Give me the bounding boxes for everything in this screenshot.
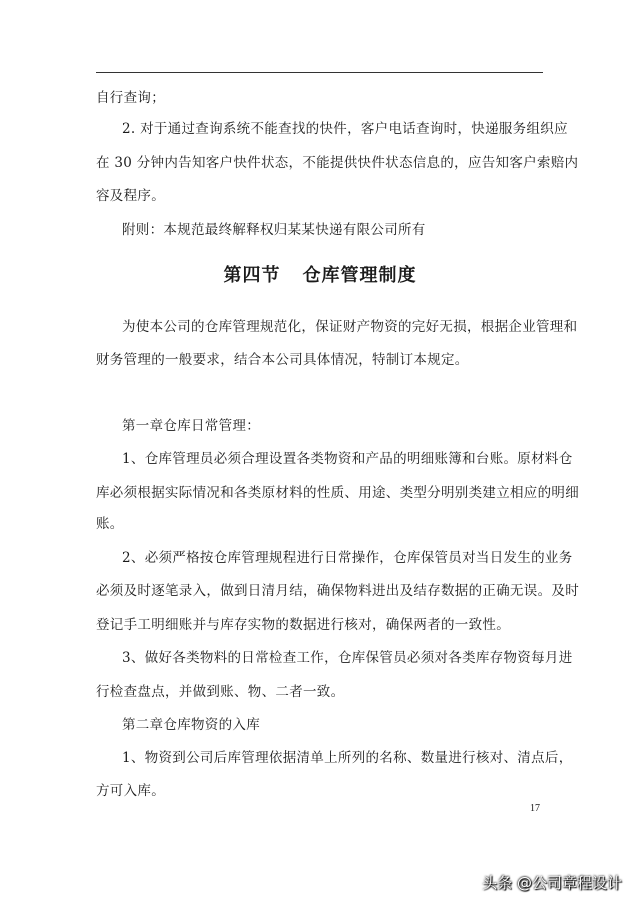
text-line: 在 30 分钟内告知客户快件状态，不能提供快件状态信息的，应告知客户索赔内: [96, 155, 579, 171]
text-line: 2. 对于通过查询系统不能查找的快件，客户电话查询时，快递服务组织应: [122, 121, 568, 137]
chapter-heading: 第二章仓库物资的入库: [122, 717, 260, 733]
section-title: [0, 264, 640, 288]
paragraph-line: 库必须根据实际情况和各类原材料的性质、用途、类型分明别类建立相应的明细: [96, 485, 579, 501]
text-line: 容及程序。: [96, 188, 165, 204]
paragraph-line: 2、必须严格按仓库管理规程进行日常操作，仓库保管员对当日发生的业务: [122, 550, 573, 566]
section-name: 仓库管理制度: [302, 265, 417, 286]
paragraph-line: 行检查盘点，并做到账、物、二者一致。: [96, 684, 345, 700]
paragraph-line: 必须及时逐笔录入，做到日清月结，确保物料进出及结存数据的正确无误。及时: [96, 583, 579, 599]
text-line: 自行查询；: [96, 90, 165, 106]
section-number: 第四节: [223, 265, 281, 286]
paragraph-line: 1、仓库管理员必须合理设置各类物资和产品的明细账簿和台账。原材料仓: [122, 451, 573, 467]
chapter-heading: 第一章仓库日常管理：: [122, 418, 260, 434]
header-rule: [96, 72, 543, 73]
intro-line: 财务管理的一般要求，结合本公司具体情况，特制订本规定。: [96, 352, 469, 368]
watermark: 头条 @公司章程设计: [482, 874, 622, 892]
paragraph-line: 账。: [96, 516, 124, 532]
intro-line: 为使本公司的仓库管理规范化，保证财产物资的完好无损，根据企业管理和: [122, 319, 578, 335]
page-number: 17: [530, 803, 540, 814]
paragraph-line: 1、物资到公司后库管理依据清单上所列的名称、数量进行核对、清点后，: [122, 750, 573, 766]
paragraph-line: 方可入库。: [96, 783, 165, 799]
paragraph-line: 3、做好各类物料的日常检查工作，仓库保管员必须对各类库存物资每月进: [122, 650, 573, 666]
text-line: 附则：本规范最终解释权归某某快递有限公司所有: [122, 222, 426, 238]
paragraph-line: 登记手工明细账并与库存实物的数据进行核对，确保两者的一致性。: [96, 617, 510, 633]
